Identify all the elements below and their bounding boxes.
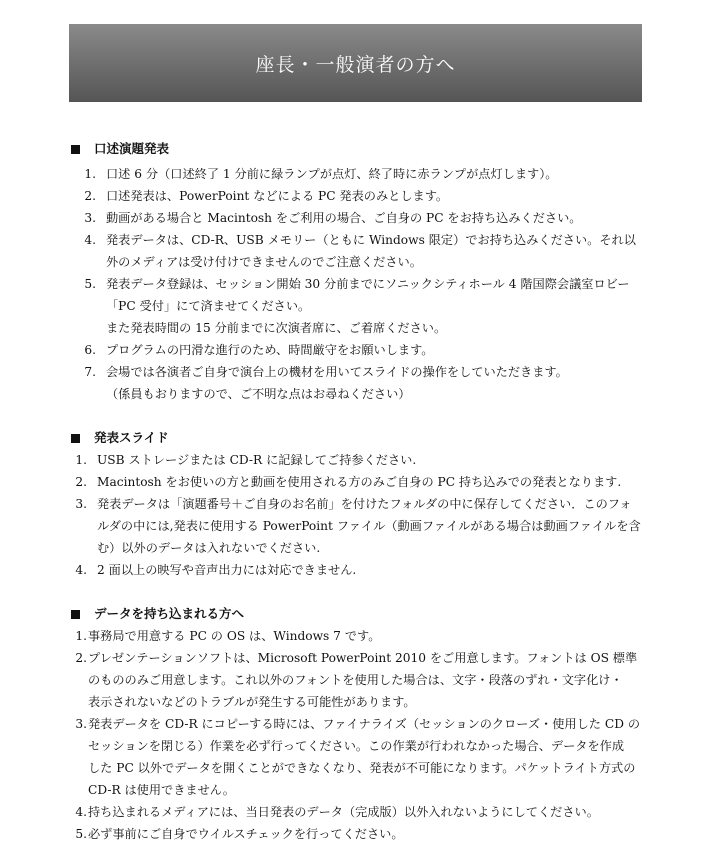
list-item [69,647,649,713]
list-item-text: 口述発表は、PowerPoint などによる PC 発表のみとします。 [106,189,449,203]
list-item [69,801,649,823]
section-slides [69,427,649,581]
list-item-text: ルダの中には,発表に使用する PowerPoint ファイル（動画ファイルがある場合は動画ファイルを含 [97,519,641,533]
list-item-number: 4. [75,805,87,819]
page-title: 座長・一般演者の方へ [255,53,456,76]
list-item [69,493,649,559]
list-item-number: 1. [84,167,96,181]
document-body [69,138,649,867]
section-oral [69,138,649,405]
list-item-body [97,559,649,581]
list-item-text: 動画がある場合と Macintosh をご利用の場合、ご自身の PC をお持ち込みください。 [106,211,582,225]
list-item-text: 外のメディアは受け付けできませんのでご注意ください。 [106,255,422,269]
list-item-body [97,493,649,559]
list-item-body [88,647,649,713]
list-item [69,229,649,273]
list-item-body [106,229,649,273]
list-item-text: 表示されないなどのトラブルが発生する可能性があります。 [88,695,416,709]
list-item-text: 持ち込まれるメディアには、当日発表のデータ（完成版）以外入れないようにしてください。 [88,805,599,819]
section-heading-text: 口述演題発表 [94,141,170,156]
list-item-body [106,339,649,361]
list-item [69,449,649,471]
list-item-number: 2. [75,651,87,665]
list-item [69,713,649,801]
list-item-number: 1. [75,629,87,643]
list-item-body [97,449,649,471]
list-item-text: USB ストレージまたは CD-R に記録してご持参ください. [97,453,417,467]
list-item-text: プログラムの円滑な進行のため、時間厳守をお願いします。 [106,343,434,357]
list-item-text: 発表データを CD-R にコピーする時には、ファイナライズ（セッションのクローズ・使用した CD の [88,717,641,731]
list-item [69,823,649,845]
list-item-text: 会場では各演者ご自身で演台上の機材を用いてスライドの操作をしていただきます。 [106,365,568,379]
list-item-body [88,823,649,845]
list-item-text: CD-R は使用できません。 [88,783,235,797]
list-item [69,471,649,493]
list-item-number: 7. [84,365,96,379]
list-item-text: 2 面以上の映写や音声出力には対応できません. [97,563,357,577]
list-item [69,361,649,405]
list-item-text: 事務局で用意する PC の OS は、Windows 7 です。 [88,629,381,643]
list-item-number: 4. [84,233,96,247]
list-item-body [106,361,649,405]
header-banner [69,24,642,102]
section-bring [69,603,649,845]
list-item-text: セッションを閉じる）作業を必ず行ってください。この作業が行われなかった場合、データを作成 [88,739,625,753]
square-bullet-icon [71,434,80,443]
section-heading-text: データを持ち込まれる方へ [94,606,245,621]
list-item-body [106,207,649,229]
list-item-text: Macintosh をお使いの方と動画を使用される方のみご自身の PC 持ち込みでの発表となります. [97,475,622,489]
list-item [69,163,649,185]
list-item-body [106,185,649,207]
list-item-text: 発表データは、CD-R、USB メモリー（ともに Windows 限定）でお持ち込みください。それ以 [106,233,636,247]
list-item-text: プレゼンテーションソフトは、Microsoft PowerPoint 2010 をご用意します。フォントは OS 標準 [88,651,638,665]
section-heading [69,427,649,449]
list-item-number: 1. [75,453,87,467]
list-item-text: 必ず事前にご自身でウイルスチェックを行ってください。 [88,827,404,841]
section-heading [69,603,649,625]
list-item-number: 4. [75,563,87,577]
list-item-body [97,471,649,493]
list-item [69,207,649,229]
list-item-number: 6. [84,343,96,357]
list-item-text: また発表時間の 15 分前までに次演者席に、ご着席ください。 [106,321,447,335]
list-item [69,339,649,361]
list-item-text: 口述 6 分（口述終了 1 分前に緑ランプが点灯、終了時に赤ランプが点灯します）。 [106,167,558,181]
list-item-number: 5. [75,827,87,841]
list-item-text: 「PC 受付」にて済ませてください。 [106,299,311,313]
section-heading [69,138,649,160]
list-item-number: 2. [84,189,96,203]
list-item-text: （係員もおりますので、ご不明な点はお尋ねください） [106,387,411,401]
list-item [69,273,649,339]
section-heading-text: 発表スライド [94,430,169,445]
square-bullet-icon [71,145,80,154]
list-item [69,625,649,647]
list-item [69,559,649,581]
list-item-number: 3. [75,717,87,731]
list-item-body [88,713,649,801]
list-item-text: のもののみご用意します。これ以外のフォントを使用した場合は、文字・段落のずれ・文字化け・ [88,673,623,687]
list-item-number: 2. [75,475,87,489]
list-item-body [106,273,649,339]
list-item-number: 5. [84,277,96,291]
list-item [69,185,649,207]
list-item-text: 発表データは「演題番号＋ご自身のお名前」を付けたフォルダの中に保存してください．このフォ [97,497,632,511]
list-item-number: 3. [75,497,87,511]
list-item-text: む）以外のデータは入れないでください. [97,541,321,555]
list-item-body [88,625,649,647]
list-item-text: 発表データ登録は、セッション開始 30 分前までにソニックシティホール 4 階国際会議室ロビー [106,277,630,291]
list-item-body [88,801,649,823]
square-bullet-icon [71,610,80,619]
list-item-body [106,163,649,185]
list-item-text: した PC 以外でデータを開くことができなくなり、発表が不可能になります。パケットライト方式の [88,761,636,775]
list-item-number: 3. [84,211,96,225]
